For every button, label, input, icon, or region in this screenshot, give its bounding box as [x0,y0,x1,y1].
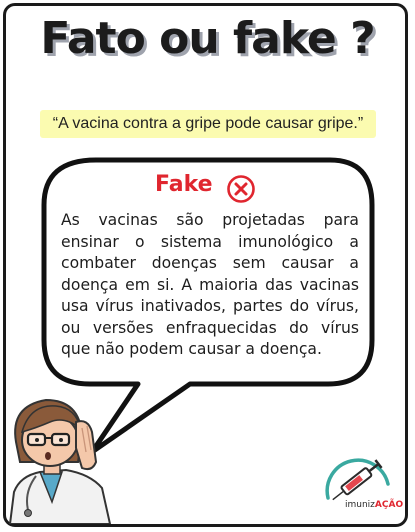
x-circle-icon [226,174,256,204]
doctor-illustration [6,392,118,524]
logo-text: imunizAÇÃO [345,500,404,510]
explanation-text: As vacinas são projetadas para ensinar o sistema imunológico a combater doenças sem causar a doença em si. A maioria das vacinas usa vírus inativados, partes do vírus, ou versões enfraquecidas do vírus que não podem causar a doença. [61,211,359,358]
myth-quote: “A vacina contra a gripe pode causar gripe.” [40,110,376,138]
verdict-label: Fake [155,172,213,197]
page-title: Fato ou fake ? [40,13,375,64]
